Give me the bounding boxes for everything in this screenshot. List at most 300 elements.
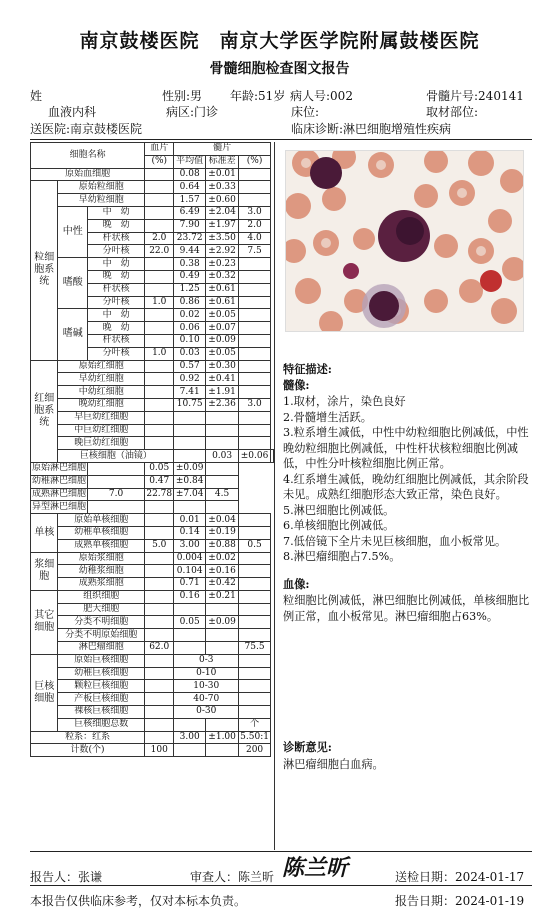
cell-type-name: 晚 幼 [88, 219, 145, 232]
table-row [31, 642, 274, 655]
marrow-pct: 个 [239, 718, 271, 731]
cell-type-name: 巨核细胞总数 [58, 718, 145, 731]
cell-type-name: 成熟浆细胞 [58, 578, 145, 591]
patient-gender: 性别:男 [162, 89, 203, 103]
cell-type-name: 杆状核 [88, 283, 145, 296]
marrow-pct [239, 680, 271, 693]
patient-name-label: 姓 [30, 89, 43, 103]
marrow-sd [206, 424, 239, 437]
marrow-pct [239, 168, 271, 181]
marrow-mean: 0.38 [174, 258, 206, 271]
finding-item: 8.淋巴瘤细胞占7.5%。 [283, 550, 401, 563]
marrow-sd: ±1.91 [206, 386, 239, 399]
cell-type-name: 分类不明细胞 [58, 616, 145, 629]
blood-smear-pct [145, 219, 174, 232]
table-row [31, 437, 274, 450]
cell-type-name: 分叶核 [88, 296, 145, 309]
blood-smear-pct [145, 411, 174, 424]
marrow-pct: 2.0 [239, 219, 271, 232]
blood-smear-pct: 2.0 [145, 232, 174, 245]
cell-group-label: 巨核细胞 [31, 654, 58, 731]
marrow-pct [239, 629, 271, 642]
cell-type-name: 早巨幼红细胞 [58, 411, 145, 424]
marrow-sd: ±0.61 [206, 296, 239, 309]
marrow-pct [239, 411, 271, 424]
marrow-sd: ±0.42 [206, 578, 239, 591]
blood-smear-pct [145, 603, 174, 616]
marrow-findings [283, 394, 531, 565]
marrow-mean: 7.41 [174, 386, 206, 399]
marrow-smear-photo [285, 150, 524, 332]
blood-smear-pct [145, 693, 174, 706]
marrow-pct: 75.5 [239, 642, 271, 655]
blood-smear-pct [88, 462, 145, 475]
blood-smear-pct [145, 258, 174, 271]
marrow-mean: 0.104 [174, 565, 206, 578]
marrow-sd: ±0.61 [206, 283, 239, 296]
blood-smear-pct [88, 501, 145, 514]
cell-type-name: 分叶核 [88, 245, 145, 258]
cell-type-name: 成熟淋巴细胞 [32, 488, 87, 499]
marrow-pct [239, 654, 271, 667]
marrow-sd: ±0.16 [206, 565, 239, 578]
marrow-sd [206, 603, 239, 616]
marrow-pct [239, 693, 271, 706]
patient-no: 病人号:002 [290, 89, 353, 103]
marrow-pct [239, 437, 271, 450]
marrow-sd: ±1.97 [206, 219, 239, 232]
cell-type-name: 早幼红细胞 [58, 373, 145, 386]
finding-item: 3.粒系增生减低，中性中幼粒细胞比例减低，中性晚幼粒细胞比例减低，中性杆状核粒细胞比例减低，中性分叶核粒细胞比例正常。 [283, 426, 529, 470]
marrow-pct [239, 322, 271, 335]
header-divider [30, 139, 532, 140]
marrow-pct [239, 194, 271, 207]
cell-type-name: 幼稚浆细胞 [58, 565, 145, 578]
table-row [31, 706, 274, 719]
header-blood-pct: (%) [145, 155, 174, 168]
cell-type-name: 异型淋巴细胞 [32, 501, 87, 512]
marrow-mean: 6.49 [174, 206, 206, 219]
marrow-mean: 0.05 [145, 462, 174, 475]
cell-type-name: 原始浆细胞 [58, 552, 145, 565]
bed: 床位: [291, 105, 320, 119]
table-row [31, 398, 274, 411]
marrow-pct [239, 603, 271, 616]
department: 血液内科 [48, 105, 97, 119]
marrow-sd [206, 642, 239, 655]
marrow-sd [206, 718, 239, 731]
marrow-sd: ±0.88 [206, 539, 239, 552]
cell-type-name: 中巨幼红细胞 [58, 424, 145, 437]
table-row [31, 693, 274, 706]
blood-smear-pct [145, 616, 174, 629]
marrow-pct [239, 309, 271, 322]
cell-type-name: 幼稚单核细胞 [58, 526, 145, 539]
blood-smear-pct [145, 654, 174, 667]
blood-smear-pct [145, 424, 174, 437]
cell-type-name: 淋巴瘤细胞 [58, 642, 145, 655]
table-row [31, 194, 274, 207]
sample-site: 取材部位: [426, 105, 479, 119]
header-mean: 平均值 [174, 155, 206, 168]
marrow-sd: ±0.06 [239, 450, 271, 463]
marrow-reference-range: 40-70 [174, 693, 239, 706]
cell-illustration [286, 151, 523, 331]
blood-smear-pct [145, 360, 174, 373]
table-row [31, 181, 274, 194]
ward: 病区:门诊 [166, 105, 219, 119]
marrow-sd: ±0.32 [206, 270, 239, 283]
blood-section-title: 血像: [283, 577, 310, 591]
marrow-pct: 0.5 [239, 539, 271, 552]
finding-item: 5.淋巴细胞比例减低。 [283, 503, 395, 517]
cell-type-name: 晚 幼 [88, 270, 145, 283]
marrow-sd: ±1.00 [206, 731, 239, 744]
finding-item: 7.低倍镜下全片未见巨核细胞，血小板常见。 [283, 534, 507, 548]
description-title: 特征描述: [283, 362, 332, 376]
blood-smear-pct [145, 270, 174, 283]
marrow-pct: 200 [239, 744, 271, 757]
marrow-mean [174, 718, 206, 731]
disclaimer: 本报告仅供临床参考，仅对本标本负责。 [30, 894, 247, 908]
cell-group-label: 红细胞系统 [31, 360, 58, 462]
column-divider [274, 142, 275, 850]
report-date: 报告日期：2024-01-19 [395, 894, 525, 908]
marrow-pct [239, 514, 271, 527]
marrow-cell-table [30, 142, 274, 757]
marrow-pct [239, 590, 271, 603]
table-row [31, 386, 274, 399]
marrow-pct [239, 270, 271, 283]
table-row [31, 565, 274, 578]
marrow-sd [206, 411, 239, 424]
marrow-mean [174, 437, 206, 450]
marrow-sd: ±0.02 [206, 552, 239, 565]
cell-type-name: 产板巨核细胞 [58, 693, 145, 706]
marrow-reference-range: 0-3 [174, 654, 239, 667]
cell-group-label: 粒细胞系统 [31, 181, 58, 360]
blood-smear-pct: 1.0 [145, 296, 174, 309]
cell-type-name: 原始红细胞 [58, 360, 145, 373]
marrow-sd: ±0.41 [206, 373, 239, 386]
marrow-sd: ±0.21 [206, 590, 239, 603]
marrow-sd: ±0.01 [206, 168, 239, 181]
table-row [31, 168, 274, 181]
blood-smear-pct: 22.0 [145, 245, 174, 258]
marrow-mean: 1.57 [174, 194, 206, 207]
table-row [31, 552, 274, 565]
table-row [31, 309, 274, 322]
header-marrow-pct: (%) [239, 155, 271, 168]
header-sd: 标准差 [206, 155, 239, 168]
marrow-mean [174, 603, 206, 616]
table-row [31, 629, 274, 642]
table-row [31, 654, 274, 667]
table-row [31, 590, 274, 603]
marrow-mean: 22.78 [146, 488, 173, 499]
marrow-sd: ±0.05 [206, 347, 239, 360]
marrow-sd [206, 437, 239, 450]
marrow-pct [239, 258, 271, 271]
marrow-mean: 0.49 [174, 270, 206, 283]
hospital-name: 南京鼓楼医院 南京大学医学院附属鼓楼医院 [79, 30, 480, 52]
cell-type-name: 分类不明原始细胞 [58, 629, 145, 642]
sent-date: 送检日期：2024-01-17 [395, 870, 525, 884]
marrow-mean: 0.57 [174, 360, 206, 373]
blood-smear-pct [145, 578, 174, 591]
marrow-pct [206, 475, 239, 488]
cell-type-name: 颗粒巨核细胞 [58, 680, 145, 693]
marrow-mean: 0.92 [174, 373, 206, 386]
blood-smear-pct [145, 168, 174, 181]
table-row [31, 603, 274, 616]
table-row [31, 578, 274, 591]
cell-subgroup-label: 嗜碱 [58, 309, 88, 360]
marrow-pct [239, 296, 271, 309]
marrow-reference-range: 0-10 [174, 667, 239, 680]
cell-type-name: 计数(个) [31, 744, 145, 757]
blood-smear-pct [145, 181, 174, 194]
marrow-sd: ±0.09 [206, 616, 239, 629]
marrow-reference-range: 0-30 [174, 706, 239, 719]
blood-smear-pct [145, 590, 174, 603]
table-row [31, 488, 274, 501]
clinical-diagnosis: 临床诊断:淋巴细胞增殖性疾病 [291, 122, 452, 136]
header-marrow: 髓片 [174, 143, 271, 156]
marrow-pct: 3.0 [239, 398, 271, 411]
table-row [31, 514, 274, 527]
marrow-pct [239, 373, 271, 386]
cell-type-name: 杆状核 [88, 334, 145, 347]
marrow-sd: ±0.07 [206, 322, 239, 335]
marrow-sd: ±0.09 [206, 334, 239, 347]
table-row [31, 360, 274, 373]
table-row [31, 731, 274, 744]
finding-item: 4.红系增生减低，晚幼红细胞比例减低，其余阶段未见。成熟红细胞形态大致正常，染色良好。 [283, 472, 529, 501]
marrow-mean: 3.00 [174, 539, 206, 552]
table-row [31, 680, 274, 693]
marrow-mean [145, 501, 174, 514]
blood-smear-pct [145, 667, 174, 680]
blood-smear-pct [145, 552, 174, 565]
marrow-sd: ±2.36 [206, 398, 239, 411]
marrow-pct [239, 424, 271, 437]
blood-smear-pct [145, 194, 174, 207]
marrow-pct: 4.0 [239, 232, 271, 245]
cell-group-label: 浆细胞 [31, 552, 58, 590]
table-row [31, 718, 274, 731]
marrow-sd: ±0.05 [206, 309, 239, 322]
footer-divider-bottom [30, 885, 532, 886]
blood-smear-pct [145, 718, 174, 731]
opinion-text: 淋巴瘤细胞白血病。 [283, 758, 384, 771]
marrow-pct [239, 283, 271, 296]
cell-type-name: 裸核巨核细胞 [58, 706, 145, 719]
cell-type-name: 粒系：红系 [31, 731, 145, 744]
table-row [31, 206, 274, 219]
marrow-sd: ±3.50 [206, 232, 239, 245]
marrow-section-title: 髓像: [283, 378, 310, 392]
cell-type-name: 原始粒细胞 [58, 181, 145, 194]
header-cell-name: 细胞名称 [31, 143, 145, 169]
cell-type-name: 中 幼 [88, 258, 145, 271]
table-row [31, 539, 274, 552]
blood-smear-pct [145, 526, 174, 539]
marrow-mean: 0.14 [174, 526, 206, 539]
blood-smear-pct [88, 475, 145, 488]
blood-smear-pct [145, 398, 174, 411]
marrow-sd: ±2.04 [206, 206, 239, 219]
marrow-mean: 1.25 [174, 283, 206, 296]
marrow-mean: 0.71 [174, 578, 206, 591]
marrow-pct [239, 616, 271, 629]
blood-smear-pct [145, 629, 174, 642]
cell-group-label: 单核 [31, 514, 58, 552]
cell-type-name: 肥大细胞 [58, 603, 145, 616]
marrow-pct [206, 462, 239, 475]
report-title: 骨髓细胞检查图文报告 [209, 61, 350, 77]
table-row [31, 526, 274, 539]
marrow-mean: 0.05 [174, 616, 206, 629]
table-row [31, 462, 274, 475]
table-row [31, 424, 274, 437]
marrow-sd: ±0.84 [174, 475, 206, 488]
table-row [31, 501, 274, 514]
cell-type-name: 原始巨核细胞 [58, 654, 145, 667]
cell-type-name: 组织细胞 [58, 590, 145, 603]
cell-subgroup-label: 中性 [58, 206, 88, 257]
cell-type-name: 原始单核细胞 [58, 514, 145, 527]
cell-type-name: 晚 幼 [88, 322, 145, 335]
marrow-mean: 0.16 [174, 590, 206, 603]
cell-type-name: 成熟单核细胞 [58, 539, 145, 552]
marrow-mean [174, 629, 206, 642]
marrow-mean: 7.90 [174, 219, 206, 232]
sending-hospital: 送医院:南京鼓楼医院 [30, 122, 143, 136]
marrow-mean: 23.72 [174, 232, 206, 245]
marrow-reference-range: 10-30 [174, 680, 239, 693]
blood-smear-pct [145, 206, 174, 219]
marrow-pct [239, 578, 271, 591]
reporter: 报告人：张谦 [30, 870, 103, 884]
cell-type-name: 晚巨幼红细胞 [58, 437, 145, 450]
marrow-sd: ±0.23 [206, 258, 239, 271]
marrow-mean: 0.004 [174, 552, 206, 565]
cell-type-name: 晚幼红细胞 [58, 398, 145, 411]
marrow-no: 骨髓片号:240141 [426, 89, 524, 103]
table-row [31, 744, 274, 757]
marrow-sd: ±0.04 [206, 514, 239, 527]
blood-smear-pct: 100 [145, 744, 174, 757]
blood-smear-pct [145, 334, 174, 347]
cell-type-name: 巨核细胞（油镜） [58, 450, 174, 463]
marrow-mean: 0.86 [174, 296, 206, 309]
cell-type-name: 杆状核 [88, 232, 145, 245]
blood-smear-pct [145, 386, 174, 399]
marrow-sd: ±0.60 [206, 194, 239, 207]
table-row [31, 616, 274, 629]
blood-smear-pct [145, 706, 174, 719]
marrow-mean [174, 744, 206, 757]
marrow-sd [206, 744, 239, 757]
finding-item: 1.取材，涂片，染色良好 [283, 395, 406, 408]
blood-smear-pct [145, 283, 174, 296]
marrow-mean: 0.02 [174, 309, 206, 322]
blood-smear-pct [145, 731, 174, 744]
marrow-mean: 0.10 [174, 334, 206, 347]
header-blood-smear: 血片 [145, 143, 174, 156]
marrow-sd [206, 629, 239, 642]
table-row [31, 450, 274, 463]
cell-subgroup-label: 嗜酸 [58, 258, 88, 309]
blood-findings: 粒细胞比例减低，淋巴细胞比例减低，单核细胞比例正常，血小板常见。淋巴瘤细胞占63%。 [283, 594, 530, 623]
blood-smear-pct [145, 322, 174, 335]
marrow-pct [239, 526, 271, 539]
blood-smear-pct [145, 565, 174, 578]
cell-type-name: 早幼粒细胞 [58, 194, 145, 207]
marrow-mean [174, 411, 206, 424]
marrow-mean: 0.01 [174, 514, 206, 527]
cell-type-name: 中 幼 [88, 309, 145, 322]
table-row [31, 667, 274, 680]
blood-smear-pct [145, 514, 174, 527]
marrow-sd: ±2.92 [206, 245, 239, 258]
marrow-pct [239, 360, 271, 373]
marrow-mean: 0.08 [174, 168, 206, 181]
marrow-mean: 0.64 [174, 181, 206, 194]
marrow-pct [239, 667, 271, 680]
table-row [31, 258, 274, 271]
cell-type-name: 原始血细胞 [31, 168, 145, 181]
blood-smear-pct: 1.0 [145, 347, 174, 360]
cell-type-name: 原始淋巴细胞 [32, 463, 87, 474]
marrow-sd: ±0.09 [174, 462, 206, 475]
marrow-mean [174, 642, 206, 655]
cell-type-name: 分叶核 [88, 347, 145, 360]
blood-smear-pct [174, 450, 206, 463]
blood-smear-pct: 7.0 [88, 488, 145, 501]
blood-smear-pct: 5.0 [145, 539, 174, 552]
marrow-pct [239, 347, 271, 360]
marrow-pct [239, 706, 271, 719]
footer-divider-top [30, 851, 532, 852]
marrow-pct [239, 181, 271, 194]
blood-smear-pct [145, 437, 174, 450]
cell-type-name: 中 幼 [88, 206, 145, 219]
marrow-pct [206, 501, 239, 514]
marrow-pct: 3.0 [239, 206, 271, 219]
blood-smear-pct [145, 680, 174, 693]
reviewer: 审查人：陈兰昕 [190, 870, 275, 884]
cell-type-name: 中幼红细胞 [58, 386, 145, 399]
marrow-pct: 5.50:1 [240, 732, 269, 743]
blood-smear-pct [145, 309, 174, 322]
finding-item: 6.单核细胞比例减低。 [283, 519, 395, 532]
blood-smear-pct: 62.0 [145, 642, 174, 655]
cell-group-label: 其它细胞 [31, 590, 58, 654]
marrow-mean: 0.03 [174, 347, 206, 360]
marrow-sd: ±0.19 [206, 526, 239, 539]
marrow-mean: 9.44 [174, 245, 206, 258]
marrow-pct [239, 565, 271, 578]
marrow-mean [174, 424, 206, 437]
opinion-title: 诊断意见: [283, 740, 332, 754]
marrow-mean: 0.47 [145, 475, 174, 488]
patient-age: 年龄:51岁 [230, 89, 286, 103]
marrow-sd: ±7.04 [174, 488, 206, 501]
marrow-pct: 7.5 [239, 245, 271, 258]
marrow-pct: 4.5 [206, 488, 239, 501]
